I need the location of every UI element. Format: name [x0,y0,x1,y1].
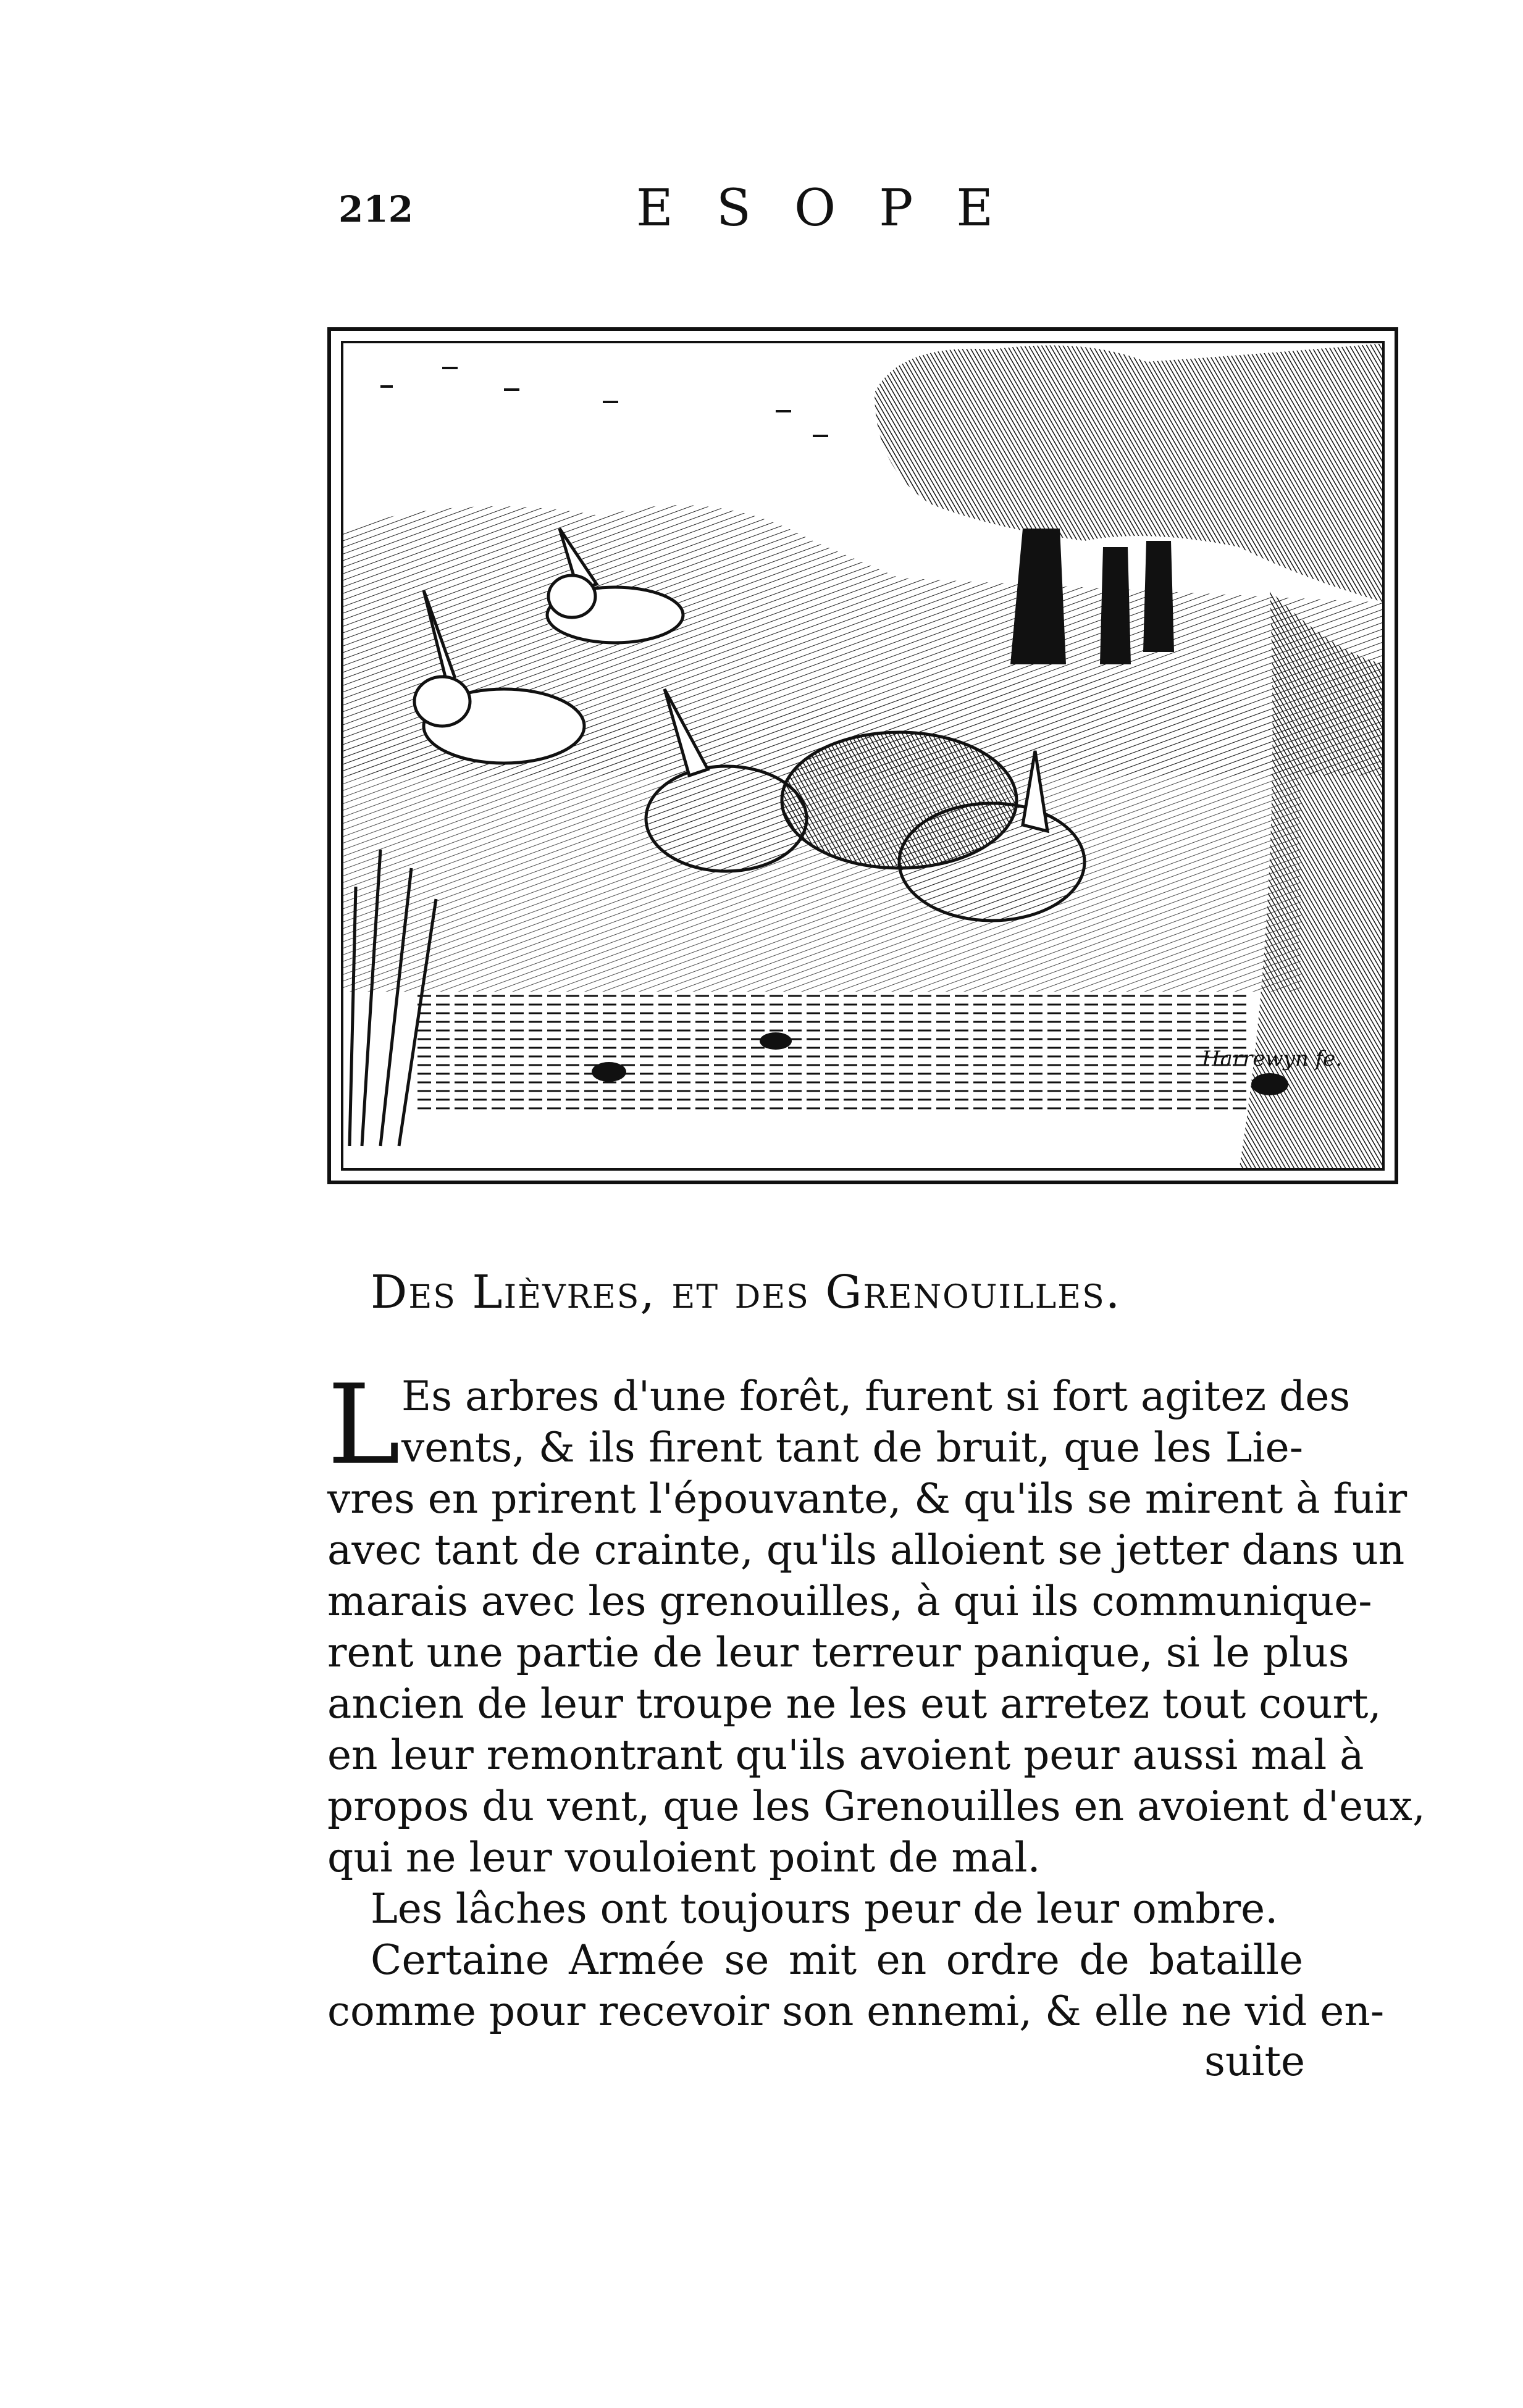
text-line: en leur remontrant qu'ils avoient peur aussi mal à [327,1731,1364,1779]
page-number: 212 [338,188,414,230]
text-line: Es arbres d'une forêt, furent si fort agitez des [401,1373,1351,1420]
text-line: qui ne leur vouloient point de mal. [327,1834,1041,1881]
fable-title: Des Lièvres, et des Grenouilles. [371,1266,1122,1319]
text-line: ancien de leur troupe ne les eut arretez tout court, [327,1680,1382,1728]
text-line: avec tant de crainte, qu'ils alloient se jetter dans un [327,1526,1405,1574]
catchword: suite [1204,2038,1306,2085]
text-line: Certaine Armée se mit en ordre de bataille [371,1936,1303,1984]
text-line: rent une partie de leur terreur panique, si le plus [327,1629,1349,1676]
engraving-hares-frogs [343,343,1385,1171]
engraver-signature: Harrewyn fe. [1202,1047,1343,1071]
running-title: ESOPE [636,179,1037,238]
moral: Les lâches ont toujours peur de leur ombre. [371,1885,1278,1933]
illustration [341,341,1385,1171]
pond [417,992,1251,1115]
text-line: comme pour recevoir son ennemi, & elle ne vid en- [327,1988,1385,2035]
text-line: propos du vent, que les Grenouilles en avoient d'eux, [327,1783,1425,1830]
text-line: vres en prirent l'épouvante, & qu'ils se mirent à fuir [327,1475,1408,1523]
fable-text [327,1361,1425,2037]
drop-cap: L [327,1361,401,1489]
text-line: marais avec les grenouilles, à qui ils communique- [327,1578,1372,1625]
text-line: vents, & ils firent tant de bruit, que les Lie- [401,1424,1303,1471]
illustration-frame [327,327,1398,1184]
